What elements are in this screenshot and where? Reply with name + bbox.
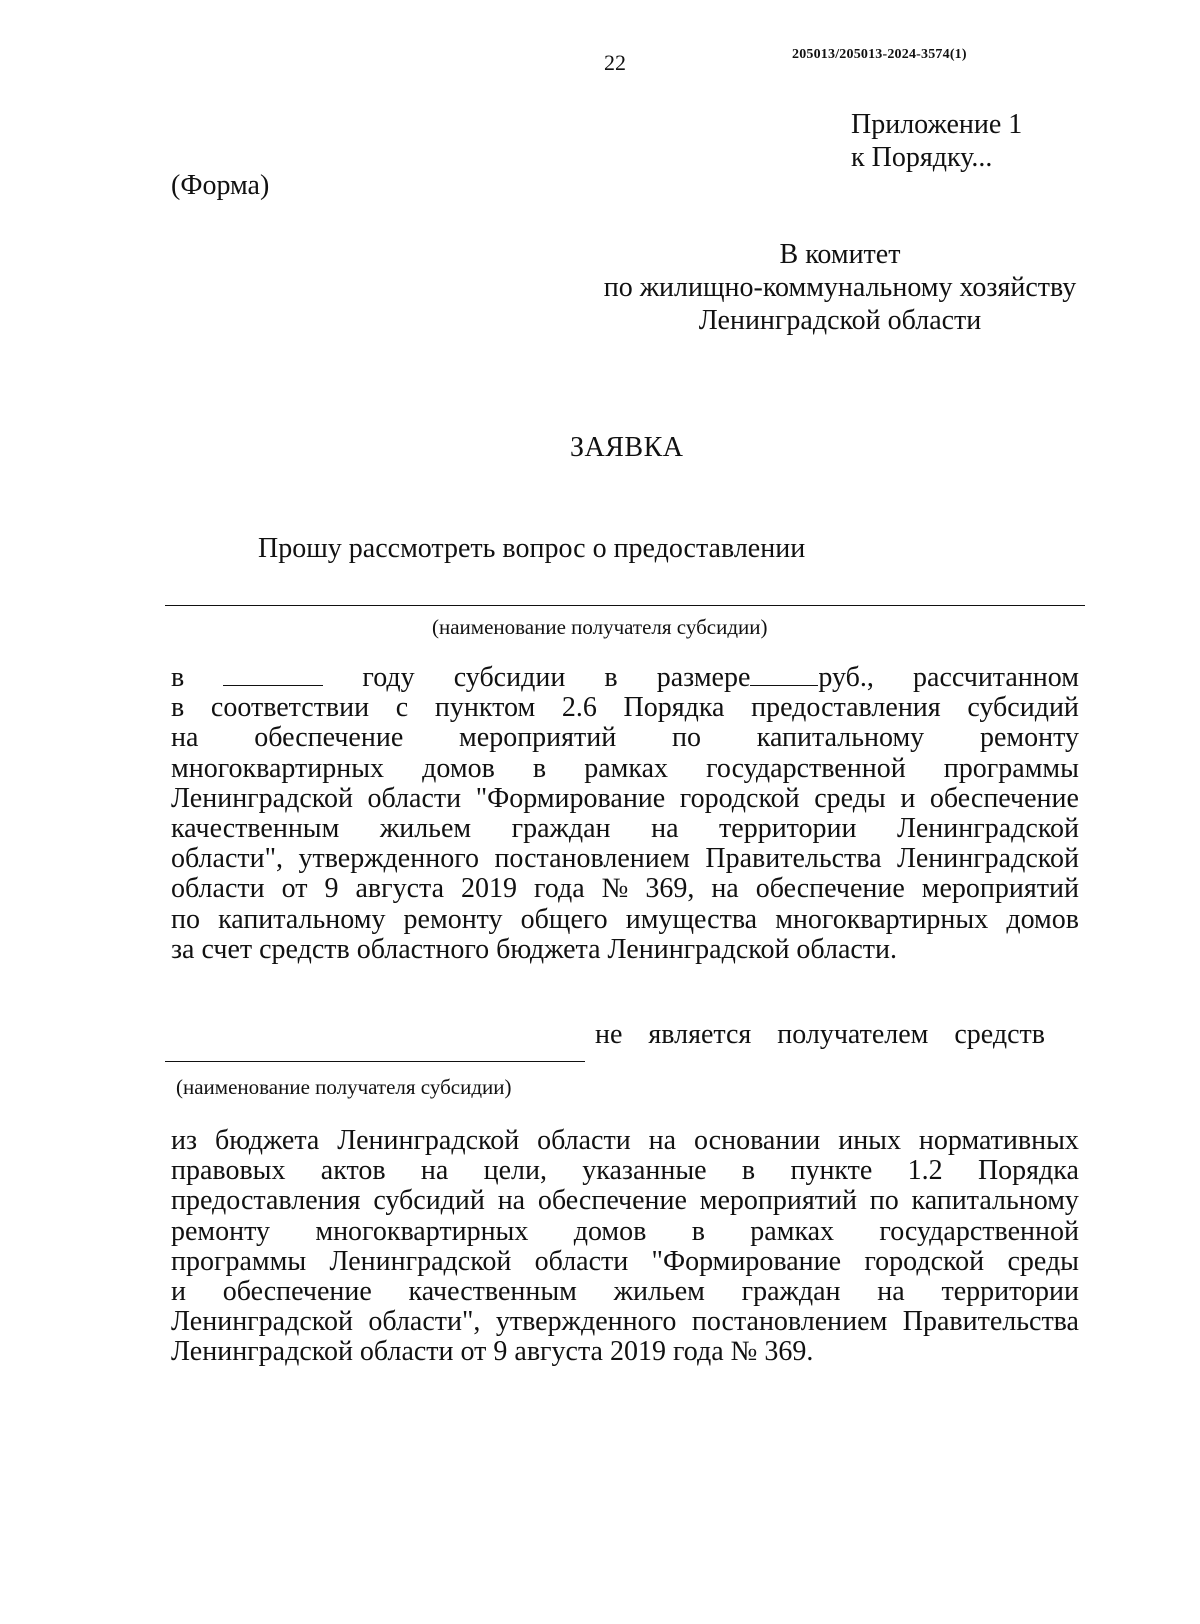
word: Правительства bbox=[705, 843, 882, 875]
word: капитальному bbox=[756, 722, 925, 754]
word: является bbox=[648, 1019, 752, 1050]
word: 2.6 bbox=[561, 692, 597, 724]
word: в bbox=[171, 692, 185, 724]
word: предоставления bbox=[751, 692, 941, 724]
paragraph-line bbox=[171, 693, 1079, 723]
paragraph-line: Ленинградской области от 9 августа 2019 года № 369. bbox=[171, 1336, 814, 1368]
document-title: ЗАЯВКА bbox=[570, 432, 684, 463]
word: качественным bbox=[408, 1276, 577, 1308]
word: территории bbox=[719, 813, 857, 845]
word: 9 bbox=[324, 873, 339, 905]
word: на bbox=[420, 1155, 449, 1187]
word: цели, bbox=[483, 1155, 547, 1187]
word: среды bbox=[1007, 1245, 1079, 1277]
word: на bbox=[651, 813, 679, 845]
amount-blank-field[interactable] bbox=[750, 663, 818, 686]
word: и bbox=[900, 782, 916, 814]
word: в bbox=[604, 662, 618, 693]
word: мероприятий bbox=[921, 873, 1079, 905]
word: в bbox=[171, 662, 185, 693]
paragraph-line bbox=[171, 1217, 1079, 1247]
word: постановлением bbox=[494, 843, 690, 875]
word: с bbox=[395, 692, 409, 724]
word: обеспечение bbox=[537, 1185, 687, 1217]
word: августа bbox=[355, 873, 445, 905]
word: ремонту bbox=[171, 1215, 270, 1247]
word: области bbox=[171, 873, 265, 905]
recipient-name-line-2[interactable] bbox=[165, 1061, 585, 1062]
word: иных bbox=[838, 1125, 901, 1156]
paragraph-2 bbox=[171, 1126, 1079, 1368]
word: субсидий bbox=[967, 692, 1079, 724]
paragraph-line bbox=[171, 844, 1079, 874]
word: в bbox=[691, 1215, 705, 1247]
paragraph-line bbox=[171, 754, 1079, 784]
word: обеспечение bbox=[254, 722, 404, 754]
word: по bbox=[171, 903, 200, 935]
word: Ленинградской bbox=[171, 782, 353, 814]
word: 369, bbox=[645, 873, 695, 905]
word: предоставления bbox=[171, 1185, 361, 1217]
word: средств bbox=[954, 1019, 1045, 1050]
word: рамках bbox=[750, 1215, 835, 1247]
word: государственной bbox=[706, 752, 906, 784]
addressee-block bbox=[560, 238, 1120, 337]
form-label: (Форма) bbox=[171, 170, 270, 201]
word: обеспечение bbox=[755, 873, 905, 905]
word: граждан bbox=[741, 1276, 841, 1308]
word: от bbox=[281, 873, 308, 905]
paragraph-line bbox=[171, 784, 1079, 814]
word: мероприятий bbox=[699, 1185, 857, 1217]
word: бюджета bbox=[214, 1125, 320, 1156]
paragraph-line bbox=[171, 1126, 1079, 1156]
word: руб., bbox=[818, 662, 874, 693]
word: жильем bbox=[613, 1276, 705, 1308]
word: утвержденного bbox=[298, 843, 479, 875]
word: Ленинградской bbox=[329, 1245, 512, 1277]
word: года bbox=[533, 873, 585, 905]
amount-group bbox=[657, 663, 874, 693]
recipient-name-line-1[interactable] bbox=[165, 605, 1085, 606]
word: жильем bbox=[379, 813, 472, 845]
word: Порядка bbox=[623, 692, 725, 724]
word: субсидии bbox=[453, 662, 566, 693]
word: мероприятий bbox=[459, 722, 617, 754]
paragraph-1 bbox=[171, 663, 1079, 965]
word: ремонту bbox=[979, 722, 1079, 754]
paragraph-line bbox=[171, 1247, 1079, 1277]
word: области", bbox=[171, 843, 284, 875]
word: Порядка bbox=[977, 1155, 1079, 1187]
paragraph-line bbox=[171, 1156, 1079, 1186]
recipient-caption-2: (наименование получателя субсидии) bbox=[176, 1075, 512, 1099]
word: утвержденного bbox=[495, 1306, 677, 1338]
year-blank-field[interactable] bbox=[223, 663, 323, 686]
paragraph-line bbox=[171, 1277, 1079, 1307]
word: имущества bbox=[625, 903, 758, 935]
word: области", bbox=[368, 1306, 481, 1338]
word: пункте bbox=[790, 1155, 873, 1187]
word: Ленинградской bbox=[897, 813, 1079, 845]
word: постановлением bbox=[691, 1306, 888, 1338]
word: по bbox=[672, 722, 702, 754]
word: правовых bbox=[171, 1155, 286, 1187]
paragraph-line bbox=[171, 905, 1079, 935]
word: многоквартирных bbox=[171, 752, 385, 784]
word: капитальному bbox=[911, 1185, 1079, 1217]
word: домов bbox=[573, 1215, 647, 1247]
recipient-caption-1: (наименование получателя субсидии) bbox=[432, 615, 768, 639]
word: актов bbox=[320, 1155, 386, 1187]
word: рассчитанном bbox=[913, 662, 1079, 693]
word: Правительства bbox=[902, 1306, 1079, 1338]
word: обеспечение bbox=[222, 1276, 372, 1308]
word: пунктом bbox=[434, 692, 536, 724]
word: по bbox=[869, 1185, 899, 1217]
word: 1.2 bbox=[907, 1155, 943, 1187]
addressee-line-3: Ленинградской области bbox=[698, 305, 982, 336]
document-id: 205013/205013-2024-3574(1) bbox=[792, 47, 967, 62]
appendix-line-1: Приложение 1 bbox=[851, 109, 1023, 140]
word: "Формирование bbox=[475, 782, 666, 814]
addressee-line-2: по жилищно-коммунальному хозяйству bbox=[603, 272, 1077, 303]
word: размере bbox=[656, 662, 751, 693]
word: области bbox=[367, 782, 462, 814]
word: программы bbox=[171, 1245, 307, 1277]
word: на bbox=[171, 722, 199, 754]
word: году bbox=[362, 662, 415, 693]
paragraph-line: за счет средств областного бюджета Ленинградской области. bbox=[171, 933, 898, 965]
word: территории bbox=[941, 1276, 1079, 1308]
word: Ленинградской bbox=[337, 1125, 520, 1156]
word: на bbox=[877, 1276, 905, 1308]
word: "Формирование bbox=[651, 1245, 842, 1277]
paragraph-line bbox=[171, 874, 1079, 904]
word: Ленинградской bbox=[897, 843, 1079, 875]
addressee-line-1: В комитет bbox=[779, 239, 901, 270]
page-number: 22 bbox=[604, 50, 626, 75]
word: государственной bbox=[879, 1215, 1079, 1247]
paragraph-line bbox=[171, 723, 1079, 753]
paragraph-line bbox=[171, 1307, 1079, 1337]
word: на bbox=[711, 873, 739, 905]
word: нормативных bbox=[918, 1125, 1079, 1156]
word: области bbox=[534, 1245, 629, 1277]
paragraph-line bbox=[171, 1186, 1079, 1216]
word: многоквартирных bbox=[775, 903, 989, 935]
word: и bbox=[171, 1276, 186, 1308]
word: № bbox=[601, 873, 629, 905]
word: ремонту bbox=[403, 903, 503, 935]
appendix-line-2: к Порядку... bbox=[851, 142, 993, 173]
word: граждан bbox=[511, 813, 611, 845]
word: общего bbox=[520, 903, 608, 935]
word: среды bbox=[814, 782, 886, 814]
word: многоквартирных bbox=[315, 1215, 529, 1247]
word: качественным bbox=[171, 813, 340, 845]
word: получателем bbox=[777, 1019, 929, 1050]
word: в bbox=[741, 1155, 756, 1187]
word: из bbox=[171, 1125, 198, 1156]
not-recipient-statement bbox=[595, 1019, 1045, 1051]
word: 2019 bbox=[461, 873, 517, 905]
word: не bbox=[595, 1019, 623, 1050]
paragraph-1-first-line bbox=[171, 663, 1079, 693]
word: городской bbox=[679, 782, 800, 814]
word: городской bbox=[864, 1245, 985, 1277]
word: домов bbox=[422, 752, 495, 784]
word: рамках bbox=[584, 752, 669, 784]
word: соответствии bbox=[210, 692, 370, 724]
word: Ленинградской bbox=[171, 1306, 353, 1338]
word: указанные bbox=[582, 1155, 707, 1187]
word: в bbox=[532, 752, 547, 784]
word: субсидий bbox=[373, 1185, 485, 1217]
word: на bbox=[497, 1185, 526, 1217]
word: основании bbox=[693, 1125, 821, 1156]
word: области bbox=[537, 1125, 631, 1156]
word: на bbox=[648, 1125, 677, 1156]
word: домов bbox=[1006, 903, 1079, 935]
word: программы bbox=[943, 752, 1079, 784]
request-text: Прошу рассмотреть вопрос о предоставлении bbox=[258, 533, 806, 564]
paragraph-line bbox=[171, 814, 1079, 844]
word: капитальному bbox=[218, 903, 386, 935]
word: обеспечение bbox=[929, 782, 1079, 814]
appendix-reference bbox=[851, 108, 1022, 174]
